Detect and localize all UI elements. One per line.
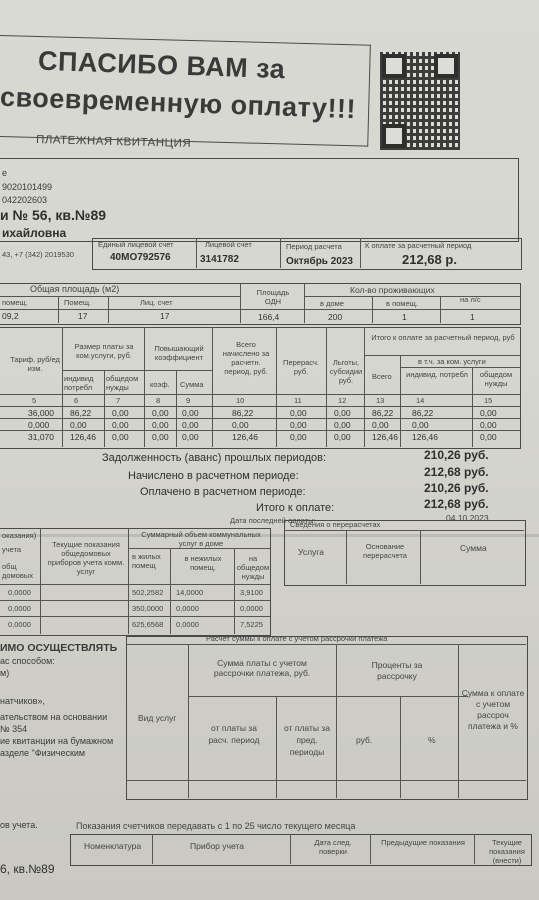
charge-cell: 0,000 [28, 420, 50, 430]
note-line-5: ательством на основании [0, 712, 108, 722]
recalc-header: Перерасч. руб. [283, 358, 319, 376]
label-period: Период расчета [286, 242, 342, 251]
charge-cell: 0,00 [334, 408, 351, 418]
column-number: 11 [294, 396, 302, 405]
column-number: 14 [416, 396, 425, 405]
payer-phone: 43, +7 (342) 2019530 [2, 250, 74, 259]
charge-cell: 0,00 [152, 432, 169, 442]
recalc-service-header: Услуга [298, 547, 324, 557]
column-number: 13 [376, 396, 385, 405]
column-number: 12 [338, 396, 347, 405]
incl-common-header: общедом нужды [479, 370, 513, 388]
qr-code [380, 52, 460, 150]
column-number: 9 [186, 396, 191, 405]
charge-cell: 0,00 [334, 420, 351, 430]
recalc-title: Сведения о перерасчетах [290, 520, 381, 529]
debt-value: 210,26 руб. [424, 448, 489, 462]
column-number: 5 [32, 396, 37, 405]
last-pay-value: 04.10.2023 [446, 513, 489, 523]
area-account-header: Лиц. счет [140, 298, 173, 307]
meters-living-header: в жилых помещ [132, 552, 161, 570]
people-room-value: 1 [402, 312, 407, 322]
installments-rub-header: руб. [356, 735, 373, 745]
charge-cell: 126,46 [372, 432, 398, 442]
area-flat-header: помещ. [2, 298, 28, 307]
accrued-label: Начислено в расчетном периоде: [128, 470, 299, 482]
installments-service-header: Вид услуг [138, 713, 177, 723]
charge-cell: 0,00 [480, 432, 497, 442]
sum-header: Сумма [180, 380, 204, 389]
installments-title: Расчет суммы к оплате с учетом рассрочки платежа [206, 634, 388, 643]
charge-cell: 0,00 [70, 420, 87, 430]
common-header: общедом нужды [106, 374, 139, 392]
people-header: Кол-во проживающих [350, 285, 435, 295]
people-house-value: 200 [328, 312, 343, 322]
recalc-sum-header: Сумма [460, 543, 487, 553]
indiv-header: индивид потребл [64, 374, 94, 392]
last-pay-label: Дата последней оплаты: [230, 516, 316, 525]
people-ls-value: 1 [470, 312, 475, 322]
charge-cell: 0,00 [232, 420, 249, 430]
charge-cell: 0,00 [480, 408, 497, 418]
charge-cell: 0,00 [152, 420, 169, 430]
column-number: 6 [74, 396, 79, 405]
column-number: 10 [236, 396, 245, 405]
size-header: Размер платы за ком.услуги, руб. [74, 342, 134, 360]
meter-cell: 3,9100 [240, 588, 263, 597]
label-single-account: Единый лицевой счет [98, 240, 174, 249]
charge-cell: 0,00 [182, 432, 199, 442]
charge-cell: 0,00 [182, 408, 199, 418]
charge-cell: 0,00 [290, 408, 307, 418]
charge-cell: 86,22 [232, 408, 254, 418]
note-line-3: м) [0, 668, 10, 678]
meters-nonliving-header: в нежилых помещ. [184, 554, 222, 572]
meters-current-header: Текущие показания общедомовых приборов учета комм. услуг [47, 540, 125, 576]
readings-title: Показания счетчиков передавать с 1 по 25 число текущего месяца [76, 821, 356, 831]
meter-cell: 0,0000 [176, 620, 199, 629]
recalc-reason-header: Основание перерасчета [363, 542, 407, 560]
coef-group-header: Повышающий коэффициент [154, 344, 204, 362]
payer-name: ихайловна [2, 226, 67, 240]
meter-cell: 0,0000 [8, 620, 31, 629]
thanks-line-2: своевременную оплату!!! [0, 81, 357, 125]
debt-label: Задолженность (аванс) прошлых периодов: [102, 452, 327, 464]
paid-value: 210,26 руб. [424, 481, 489, 495]
note-line-1: ИМО ОСУЩЕСТВЛЯТЬ [0, 642, 118, 654]
meter-cell: 502,2582 [132, 588, 164, 597]
installments-percent-header: Проценты за рассрочку [371, 660, 423, 681]
label-personal-account: Лицевой счет [205, 240, 252, 249]
area-room-header: Помещ. [64, 298, 92, 307]
meters-acc-header: учета [2, 545, 22, 554]
installments-sum-header: Сумма платы с учетом рассрочки платежа, руб. [213, 658, 311, 678]
meter-cell: 0,0000 [8, 604, 31, 613]
column-number: 8 [156, 396, 161, 405]
charge-cell: 36,000 [28, 408, 54, 418]
single-account-value: 40МО792576 [110, 252, 171, 263]
charge-cell: 0,00 [334, 432, 351, 442]
meter-cell: 350,0000 [132, 604, 164, 613]
all-header: Всего [372, 372, 392, 381]
note-line-6: № 354 [0, 724, 28, 734]
charge-cell: 0,00 [480, 420, 497, 430]
personal-account-value: 3141782 [200, 254, 239, 265]
charge-cell: 0,00 [372, 420, 389, 430]
column-number: 7 [116, 396, 121, 405]
charge-cell: 0,00 [112, 408, 129, 418]
charge-cell: 31,070 [28, 432, 54, 442]
meter-cell: 7,5225 [240, 620, 263, 629]
meters-common-header: на общедом нужды [236, 554, 270, 581]
area-total-header: Общая площадь (м2) [30, 284, 120, 294]
total-label: Итого к оплате: [256, 502, 335, 514]
charge-cell: 86,22 [412, 408, 434, 418]
charge-cell: 0,00 [152, 408, 169, 418]
thanks-line-1: СПАСИБО ВАМ за [37, 45, 286, 85]
accrued-value: 212,68 руб. [424, 465, 489, 479]
note-line-2: ас способом: [0, 656, 55, 666]
installments-from-current: от платы за расч. период [208, 723, 260, 745]
installments-total-header: Сумма к оплате с учетом рассроч платежа и % [461, 688, 525, 731]
people-room-header: в помещ. [386, 299, 418, 308]
meters-frag-header: оказания) [2, 531, 37, 540]
readings-current-header: Текущие показания (внести) [489, 838, 525, 865]
readings-nom-header: Номенклатура [84, 841, 142, 851]
note-line-4: натчиков», [0, 696, 45, 706]
readings-prev-header: Предыдущие показания [381, 838, 465, 847]
area-odn-header: Площадь ОДН [256, 288, 290, 306]
note-line-8: азделе "Физическим [0, 748, 86, 758]
payer-code-2: 042202603 [2, 195, 48, 205]
charge-cell: 0,00 [290, 420, 307, 430]
charge-cell: 126,46 [232, 432, 258, 442]
meter-cell: 14,0000 [176, 588, 204, 597]
total-accrued-header: Всего начислено за расчетн. период, руб. [222, 340, 270, 376]
meters-volume-header: Суммарный объем коммунальных услуг в доме [141, 530, 261, 548]
area-account-value: 17 [160, 311, 170, 321]
charge-cell: 0,00 [290, 432, 307, 442]
note-line-7: ие квитанции на бумажном [0, 736, 114, 746]
charge-cell: 86,22 [372, 408, 394, 418]
charge-cell: 126,46 [70, 432, 96, 442]
people-house-header: в доме [320, 299, 344, 308]
meter-cell: 0,0000 [8, 588, 31, 597]
charge-cell: 126,46 [412, 432, 438, 442]
total-value: 212,68 руб. [424, 497, 489, 511]
installments-pct-header: % [428, 735, 436, 745]
subsidy-header: Льготы, субсидии руб. [329, 358, 363, 385]
area-flat-value: 09,2 [2, 311, 19, 321]
installments-from-previous: от платы за пред. периоды [284, 723, 330, 757]
payer-fragment: е [2, 168, 8, 178]
meters-total-header: общ домовых [2, 562, 33, 580]
payer-code-1: 9020101499 [2, 182, 53, 192]
receipt-title: ПЛАТЕЖНАЯ КВИТАНЦИЯ [35, 133, 192, 151]
incl-indiv-header: индивид. потребл [406, 370, 468, 379]
people-ls-header: на л/с [460, 295, 481, 304]
incl-header: в т.ч. за ком. услуги [418, 357, 486, 366]
charge-cell: 0,00 [182, 420, 199, 430]
tariff-header: Тариф, руб/ед изм. [10, 355, 60, 373]
charge-cell: 0,00 [112, 420, 129, 430]
readings-date-header: Дата след. поверки [314, 838, 352, 856]
paid-label: Оплачено в расчетном периоде: [140, 486, 306, 498]
column-number: 15 [484, 396, 493, 405]
area-odn-value: 166,4 [258, 312, 280, 322]
label-due: К оплате за расчетный период [365, 241, 472, 250]
meter-cell: 0,0000 [176, 604, 199, 613]
note-line-9: ов учета. [0, 820, 38, 830]
meter-cell: 0,0000 [240, 604, 263, 613]
coef-header: коэф. [150, 380, 170, 389]
payer-block [0, 158, 519, 242]
charge-cell: 0,00 [412, 420, 429, 430]
meter-cell: 625,6568 [132, 620, 164, 629]
payer-address: и № 56, кв.№89 [0, 207, 107, 223]
period-value: Октябрь 2023 [286, 256, 353, 267]
due-value: 212,68 р. [402, 252, 457, 267]
total-pay-header: Итого к оплате за расчетный период, руб [371, 333, 515, 342]
readings-device-header: Прибор учета [190, 841, 244, 851]
charge-cell: 86,22 [70, 408, 92, 418]
area-room-value: 17 [78, 311, 88, 321]
charge-cell: 0,00 [112, 432, 129, 442]
footer-address: 6, кв.№89 [0, 862, 55, 876]
